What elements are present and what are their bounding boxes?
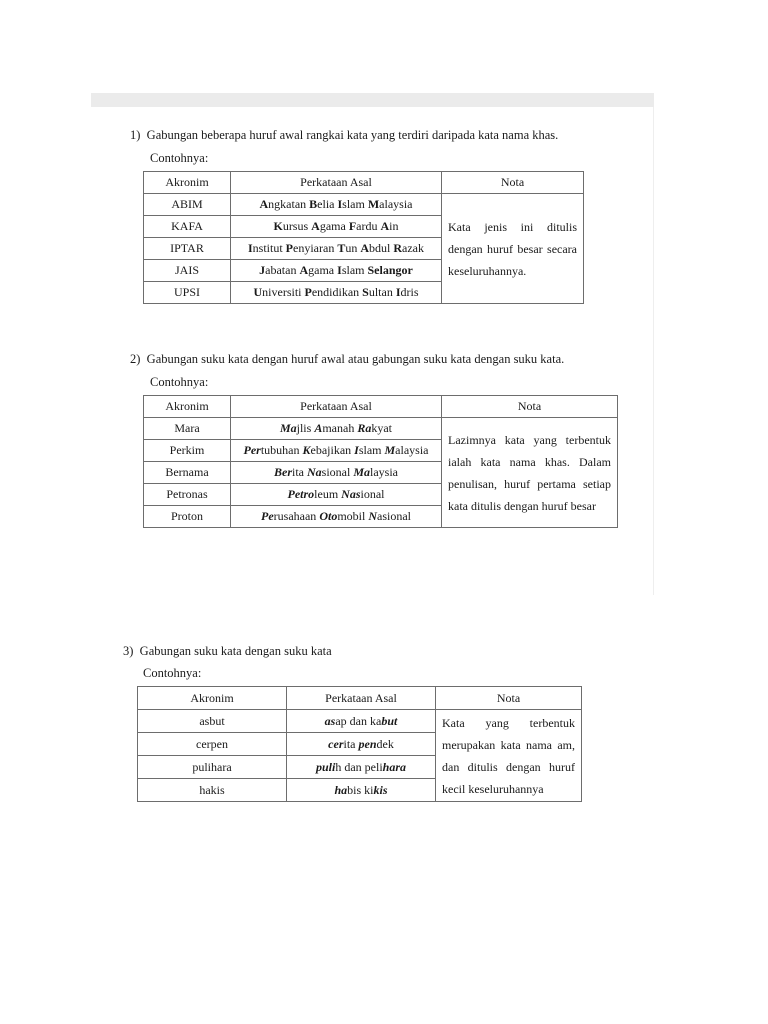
cell-perkataan-asal [231, 418, 442, 440]
emphasized-letters: I [337, 197, 343, 211]
plain-letters: slam [341, 263, 368, 277]
emphasized-letters: J [259, 263, 266, 277]
col-header-nota: Nota [442, 396, 618, 418]
emphasized-letters: A [259, 197, 269, 211]
plain-letters: bis ki [347, 782, 374, 797]
emphasized-letters: puli [315, 759, 336, 774]
emphasized-letters: A [299, 263, 309, 277]
plain-letters: nstitut [252, 241, 286, 255]
emphasized-letters: N [368, 509, 377, 523]
plain-letters: asional [377, 509, 411, 523]
emphasized-letters: Na [306, 465, 322, 479]
nota-line: keseluruhannya. [448, 263, 527, 278]
plain-letters: sional [321, 465, 354, 479]
nota-line: merupakan kata nama am, [442, 737, 575, 752]
emphasized-letters: pen [358, 736, 377, 751]
plain-letters: slam [342, 197, 368, 211]
cell-nota [436, 710, 582, 802]
plain-letters: niversiti [262, 285, 305, 299]
emphasized-letters: as [324, 713, 336, 728]
acronym-table-3 [137, 686, 582, 802]
emphasized-letters: A [311, 219, 320, 233]
nota-line: kecil keseluruhannya [442, 781, 544, 796]
acronym-table-2 [143, 395, 618, 528]
plain-letters: laysia [370, 465, 398, 479]
section-number: 3) [123, 644, 134, 658]
emphasized-letters: ha [334, 782, 348, 797]
emphasized-letters: B [309, 197, 318, 211]
emphasized-letters: A [360, 241, 370, 255]
emphasized-letters: M [367, 197, 380, 211]
plain-letters: h dan peli [335, 759, 383, 774]
cell-akronim: UPSI [144, 282, 231, 304]
nota-line: penulisan, huruf pertama setiap [448, 476, 611, 491]
emphasized-letters: U [253, 285, 263, 299]
nota-line: ialah kata nama khas. Dalam [448, 454, 611, 469]
table-row [144, 194, 584, 216]
table-row [138, 710, 582, 733]
cell-akronim: Mara [144, 418, 231, 440]
emphasized-letters: I [395, 285, 401, 299]
plain-letters: un [345, 241, 361, 255]
cell-akronim: pulihara [138, 756, 287, 779]
emphasized-letters: Ma [279, 421, 297, 435]
emphasized-letters: Ra [357, 421, 372, 435]
section-1-heading [130, 128, 558, 143]
example-label: Contohnya: [143, 666, 202, 680]
cell-perkataan-asal [231, 484, 442, 506]
nota-line: Kata jenis ini ditulis [448, 219, 577, 234]
nota-line: kata ditulis dengan huruf besar [448, 498, 596, 513]
cell-perkataan-asal [231, 238, 442, 260]
nota-line: dan ditulis dengan huruf [442, 759, 575, 774]
plain-letters: ap dan ka [335, 713, 382, 728]
plain-letters: alaysia [379, 197, 413, 211]
cell-akronim: cerpen [138, 733, 287, 756]
emphasized-letters: A [314, 421, 323, 435]
cell-perkataan-asal [287, 779, 436, 802]
section-heading-text: Gabungan beberapa huruf awal rangkai kata yang terdiri daripada kata nama khas. [146, 128, 559, 142]
emphasized-letters: I [354, 443, 359, 457]
cell-akronim: IPTAR [144, 238, 231, 260]
emphasized-letters: K [273, 219, 283, 233]
col-header-nota: Nota [436, 687, 582, 710]
cell-perkataan-asal [287, 733, 436, 756]
emphasized-letters: Ma [353, 465, 370, 479]
plain-letters: slam [358, 443, 385, 457]
col-header-perkataan-asal: Perkataan Asal [231, 172, 442, 194]
plain-letters: ultan [368, 285, 396, 299]
emphasized-letters: I [337, 263, 342, 277]
plain-letters: bdul [369, 241, 394, 255]
cell-perkataan-asal [231, 282, 442, 304]
cell-perkataan-asal [231, 194, 442, 216]
plain-letters: jlis [296, 421, 315, 435]
plain-letters: azak [402, 241, 425, 255]
page-top-band [91, 93, 654, 107]
plain-letters: dek [376, 736, 394, 751]
cell-akronim: Perkim [144, 440, 231, 462]
plain-letters: mobil [337, 509, 369, 523]
plain-letters: ardu [356, 219, 381, 233]
plain-letters: ursus [282, 219, 312, 233]
col-header-akronim: Akronim [138, 687, 287, 710]
table-header-row [144, 396, 618, 418]
plain-letters: ita [291, 465, 307, 479]
emphasized-letters: Petro [287, 487, 315, 501]
plain-letters: abatan [265, 263, 300, 277]
plain-letters: ngkatan [268, 197, 310, 211]
col-header-akronim: Akronim [144, 172, 231, 194]
emphasized-letters: Pe [261, 509, 274, 523]
cell-akronim: Proton [144, 506, 231, 528]
plain-letters: ebajikan [310, 443, 355, 457]
col-header-perkataan-asal: Perkataan Asal [287, 687, 436, 710]
example-label: Contohnya: [150, 375, 209, 389]
col-header-akronim: Akronim [144, 396, 231, 418]
cell-perkataan-asal [231, 462, 442, 484]
emphasized-letters: S [362, 285, 369, 299]
plain-letters: tubuhan [260, 443, 303, 457]
cell-akronim: JAIS [144, 260, 231, 282]
plain-letters: leum [314, 487, 342, 501]
cell-perkataan-asal [287, 756, 436, 779]
emphasized-letters: Oto [319, 509, 338, 523]
plain-letters: enyiaran [293, 241, 338, 255]
table-row [144, 418, 618, 440]
emphasized-letters: K [302, 443, 311, 457]
cell-perkataan-asal [231, 440, 442, 462]
cell-akronim: KAFA [144, 216, 231, 238]
plain-letters: gama [308, 263, 338, 277]
emphasized-letters: A [380, 219, 390, 233]
cell-akronim: Petronas [144, 484, 231, 506]
cell-akronim: ABIM [144, 194, 231, 216]
cell-perkataan-asal [231, 260, 442, 282]
section-3-heading [123, 644, 332, 659]
plain-letters: gama [319, 219, 349, 233]
nota-line: Kata yang terbentuk [442, 715, 575, 730]
cell-perkataan-asal [231, 506, 442, 528]
cell-akronim: Bernama [144, 462, 231, 484]
cell-akronim: asbut [138, 710, 287, 733]
example-label: Contohnya: [150, 151, 209, 165]
acronym-table-1 [143, 171, 584, 304]
plain-letters: elia [317, 197, 338, 211]
table-header-row [138, 687, 582, 710]
emphasized-letters: cer [328, 736, 344, 751]
plain-letters: ita [343, 736, 359, 751]
col-header-perkataan-asal: Perkataan Asal [231, 396, 442, 418]
plain-letters: endidikan [311, 285, 363, 299]
nota-line: dengan huruf besar secara [448, 241, 577, 256]
plain-letters: in [389, 219, 399, 233]
plain-letters: ional [360, 487, 385, 501]
plain-letters: alaysia [395, 443, 429, 457]
emphasized-letters: P [304, 285, 312, 299]
emphasized-letters: F [348, 219, 357, 233]
cell-nota [442, 418, 618, 528]
nota-line: Lazimnya kata yang terbentuk [448, 432, 611, 447]
plain-letters: kyat [371, 421, 393, 435]
cell-perkataan-asal [287, 710, 436, 733]
plain-letters: manah [322, 421, 358, 435]
emphasized-letters: kis [373, 782, 388, 797]
emphasized-letters: P [285, 241, 294, 255]
emphasized-letters: R [393, 241, 403, 255]
emphasized-letters: Per [243, 443, 261, 457]
section-2-heading [130, 352, 564, 367]
section-number: 2) [130, 352, 141, 366]
emphasized-letters: hara [382, 759, 406, 774]
page-edge [653, 107, 654, 595]
emphasized-letters: I [247, 241, 253, 255]
table-header-row [144, 172, 584, 194]
col-header-nota: Nota [442, 172, 584, 194]
emphasized-letters: but [381, 713, 398, 728]
cell-perkataan-asal [231, 216, 442, 238]
emphasized-letters: M [384, 443, 396, 457]
plain-letters: dris [400, 285, 419, 299]
cell-nota [442, 194, 584, 304]
emphasized-letters: Nas [341, 487, 361, 501]
section-heading-text: Gabungan suku kata dengan suku kata [139, 644, 332, 658]
plain-letters: rusahaan [273, 509, 320, 523]
cell-akronim: hakis [138, 779, 287, 802]
emphasized-letters: T [337, 241, 346, 255]
section-number: 1) [130, 128, 141, 142]
emphasized-letters: Ber [273, 465, 292, 479]
emphasized-letters: Selangor [367, 263, 413, 277]
section-heading-text: Gabungan suku kata dengan huruf awal atau gabungan suku kata dengan suku kata. [146, 352, 565, 366]
